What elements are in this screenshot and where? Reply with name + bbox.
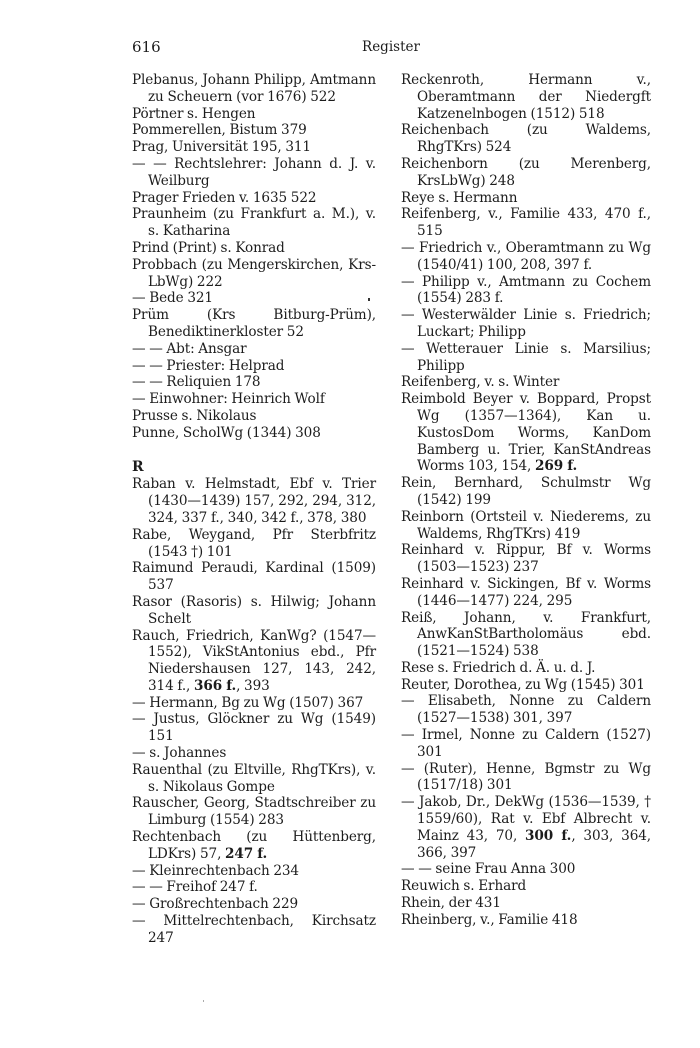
index-entry-reuter-jakob <box>401 794 651 861</box>
left-column <box>132 72 376 947</box>
index-entry: Reifenberg, v. s. Winter <box>401 374 560 391</box>
page-header <box>132 38 650 58</box>
section-letter-r: R <box>132 458 144 475</box>
index-entry: — Philipp v., Amtmann zu Cochem (1554) 283 f. <box>401 273 651 307</box>
index-entry: — s. Johannes <box>132 745 227 762</box>
index-entry: Prager Frieden v. 1635 522 <box>132 189 317 206</box>
left-entries-r <box>132 476 376 627</box>
index-entry: Rasor (Rasoris) s. Hilwig; Johann Schelt <box>132 593 376 627</box>
index-entry: Probbach (zu Mengerskirchen, Krs-LbWg) 222 <box>132 256 376 290</box>
page-number: 616 <box>132 38 161 56</box>
index-entry: — — Abt: Ansgar <box>132 340 247 357</box>
index-entry: Rhein, der 431 <box>401 895 501 912</box>
index-entry: Reichenborn (zu Merenberg, KrsLbWg) 248 <box>401 155 651 189</box>
index-entry: Rese s. Friedrich d. Ä. u. d. J. <box>401 659 596 676</box>
running-title: Register <box>362 39 420 55</box>
left-entries-r2 <box>132 695 376 829</box>
index-entry-rechtenbach <box>132 829 376 863</box>
left-entries-p <box>132 72 376 442</box>
index-entry: Punne, ScholWg (1344) 308 <box>132 424 321 441</box>
left-entries-r3 <box>132 863 376 947</box>
index-entry: — (Ruter), Henne, Bgmstr zu Wg (1517/18) 301 <box>401 760 651 794</box>
index-entry: Raban v. Helmstadt, Ebf v. Trier (1430—1439) 157, 292, 294, 312, 324, 337 f., 340, 342 f., 378, 380 <box>132 476 376 526</box>
index-entry: Praunheim (zu Frankfurt a. M.), v. s. Katharina <box>132 206 376 240</box>
entry-text: Reimbold Beyer v. Boppard, Propst Wg (1357—1364), Kan u. KustosDom Worms, KanDom Bamberg u. Trier, KanStAndreas Worms 103, 154, <box>401 391 651 475</box>
index-entry: — Irmel, Nonne zu Caldern (1527) 301 <box>401 727 651 760</box>
index-entry: Rein, Bernhard, Schulmstr Wg (1542) 199 <box>401 475 651 508</box>
index-entry: Reckenroth, Hermann v., Oberamtmann der Niedergft Katzenelnbogen (1512) 518 <box>401 72 651 122</box>
index-entry: Rabe, Weygand, Pfr Sterbfritz (1543 †) 101 <box>132 526 376 560</box>
index-entry: Reifenberg, v., Familie 433, 470 f., 515 <box>401 206 651 240</box>
index-entry: Rauscher, Georg, Stadtschreiber zu Limburg (1554) 283 <box>132 795 376 829</box>
index-entry: Rheinberg, v., Familie 418 <box>401 911 578 928</box>
index-entry: Pommerellen, Bistum 379 <box>132 122 307 139</box>
index-entry: — Wetterauer Linie s. Marsilius; Philipp <box>401 340 651 374</box>
index-entry: Reinhard v. Rippur, Bf v. Worms (1503—1523) 237 <box>401 542 651 576</box>
index-entry: Reuter, Dorothea, zu Wg (1545) 301 <box>401 676 645 693</box>
entry-text: , 303, 364, 366, 397 <box>417 827 652 861</box>
bold-page-ref: 269 f. <box>535 458 578 475</box>
index-entry: — Elisabeth, Nonne zu Caldern (1527—1538) 301, 397 <box>401 693 651 727</box>
entry-text: Rechtenbach (zu Hüttenberg, LDKrs) 57, <box>132 829 376 862</box>
index-entry: Reiß, Johann, v. Frankfurt, AnwKanStBartholomäus ebd. (1521—1524) 538 <box>401 609 651 660</box>
print-speck <box>368 298 370 301</box>
entry-text: , 393 <box>236 677 270 694</box>
index-entry: — — seine Frau Anna 300 <box>401 861 576 878</box>
index-entry-reimbold <box>401 391 651 475</box>
index-entry: — Kleinrechtenbach 234 <box>132 862 299 879</box>
index-entry: Prind (Print) s. Konrad <box>132 239 285 256</box>
index-entry: Plebanus, Johann Philipp, Amtmann zu Scheuern (vor 1676) 522 <box>132 72 376 105</box>
index-entry-rauch <box>132 628 376 695</box>
bold-page-ref: 300 f. <box>525 827 572 844</box>
index-entry: Reichenbach (zu Waldems, RhgTKrs) 524 <box>401 122 651 156</box>
index-entry: — — Reliquien 178 <box>132 374 261 391</box>
index-entry: Prag, Universität 195, 311 <box>132 139 311 156</box>
index-entry: — — Freihof 247 f. <box>132 879 258 896</box>
bold-page-ref: 247 f. <box>225 845 268 862</box>
right-column <box>401 72 651 929</box>
index-entry: — — Rechtslehrer: Johann d. J. v. Weilburg <box>132 155 376 189</box>
entry-text: Rauch, Friedrich, KanWg? (1547—1552), VikStAntonius ebd., Pfr Niedershausen 127, 143, 242, 314 f., <box>132 627 376 694</box>
entry-text: — Jakob, Dr., DekWg (1536—1539, † 1559/60), Rat v. Ebf Albrecht v. Mainz 43, 70, <box>401 794 651 844</box>
section-gap <box>132 442 376 459</box>
bold-page-ref: 366 f. <box>194 677 237 694</box>
index-entry: — Hermann, Bg zu Wg (1507) 367 <box>132 694 364 711</box>
index-entry: Prüm (Krs Bitburg-Prüm), Benediktinerkloster 52 <box>132 307 376 340</box>
index-entry: — Justus, Glöckner zu Wg (1549) 151 <box>132 711 376 745</box>
index-entry: Pörtner s. Hengen <box>132 105 256 122</box>
index-entry: Rauenthal (zu Eltville, RhgTKrs), v. s. Nikolaus Gompe <box>132 761 376 795</box>
index-entry: Reinborn (Ortsteil v. Niederems, zu Waldems, RhgTKrs) 419 <box>401 508 651 542</box>
right-entries-a <box>401 72 651 391</box>
index-entry: — Mittelrechtenbach, Kirchsatz 247 <box>132 913 376 946</box>
right-entries-c <box>401 861 651 928</box>
index-entry: Reuwich s. Erhard <box>401 878 527 895</box>
index-entry: Raimund Peraudi, Kardinal (1509) 537 <box>132 560 376 594</box>
index-entry: — Großrechtenbach 229 <box>132 896 299 913</box>
index-entry: Reinhard v. Sickingen, Bf v. Worms (1446—1477) 224, 295 <box>401 575 651 609</box>
index-entry: Reye s. Hermann <box>401 189 518 206</box>
index-entry: — Bede 321 <box>132 290 213 307</box>
index-entry: — Westerwälder Linie s. Friedrich; Luckart; Philipp <box>401 307 651 340</box>
index-entry: — Friedrich v., Oberamtmann zu Wg (1540/41) 100, 208, 397 f. <box>401 239 651 273</box>
index-entry: — Einwohner: Heinrich Wolf <box>132 391 325 408</box>
right-entries-b <box>401 475 651 794</box>
print-speck <box>203 1000 204 1002</box>
index-entry: — — Priester: Helprad <box>132 357 285 374</box>
index-entry: Prusse s. Nikolaus <box>132 407 257 424</box>
